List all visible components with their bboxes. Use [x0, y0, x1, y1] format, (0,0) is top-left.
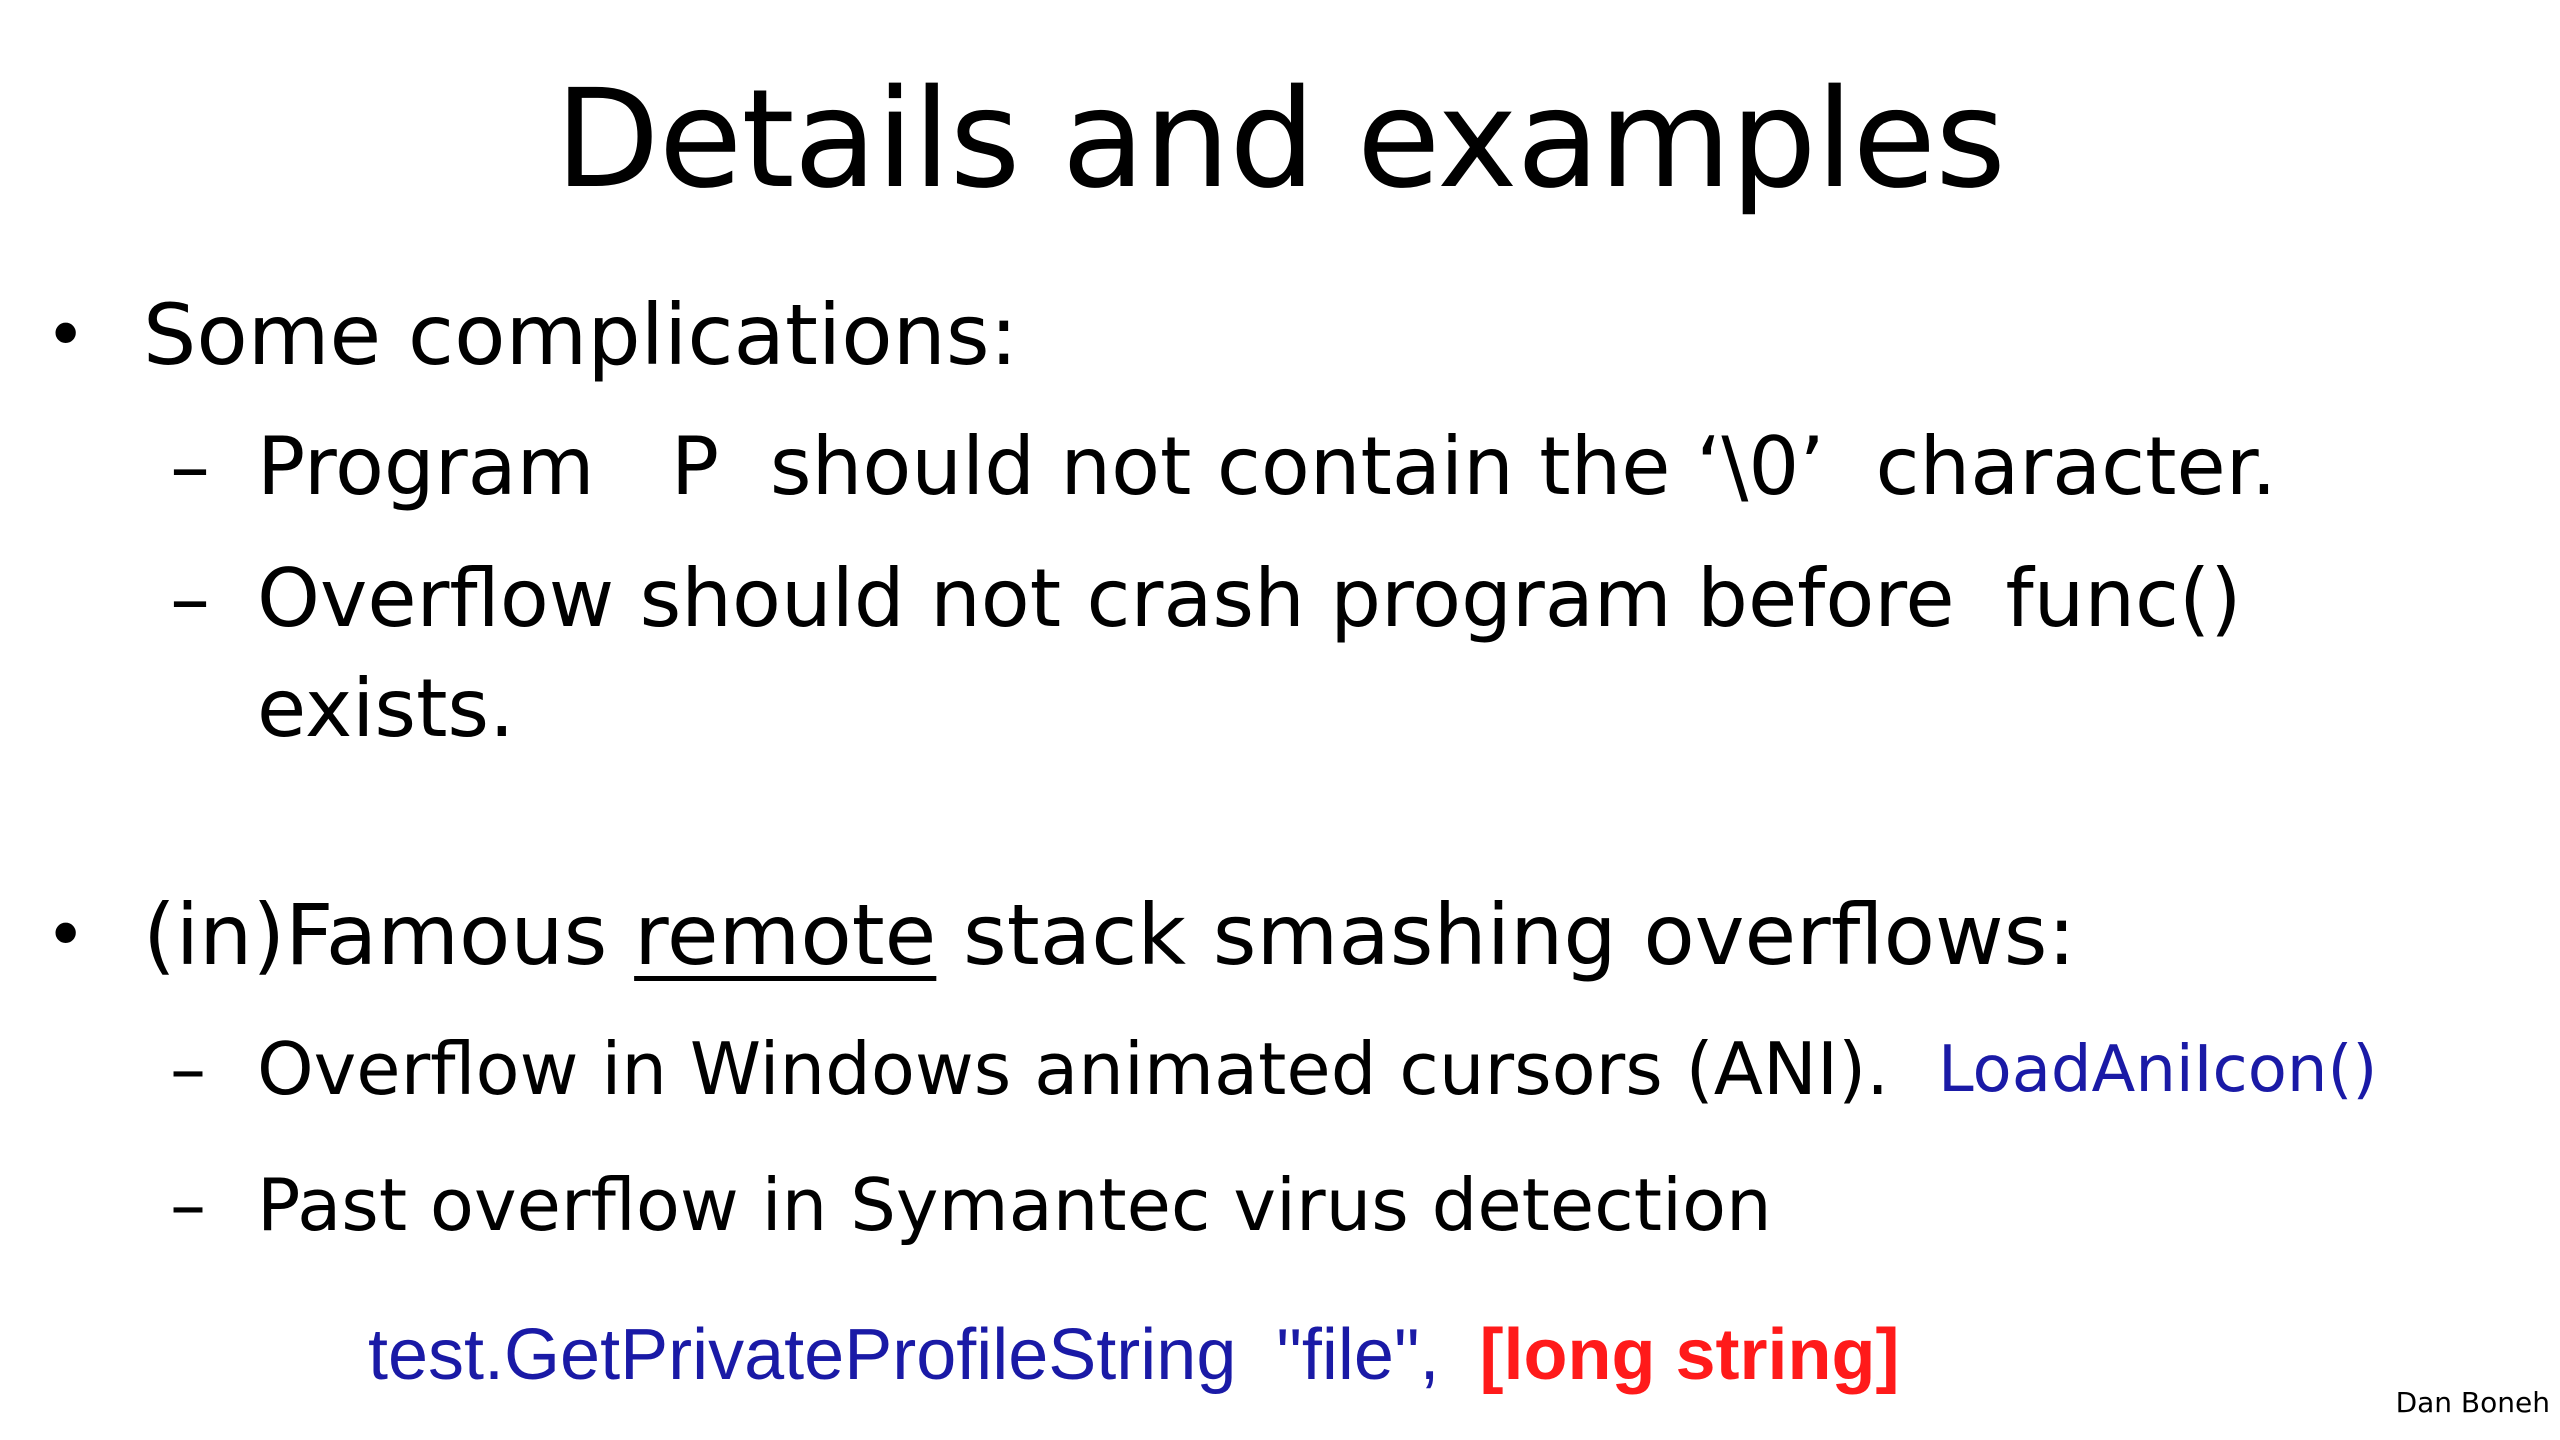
bullet-text: Some complications: — [143, 286, 1018, 384]
bullet-item-famous-overflows — [0, 880, 2560, 990]
subitem-text: Overflow in Windows animated cursors (ANI). — [257, 1027, 1890, 1111]
bullet-marker: • — [45, 894, 87, 976]
subitem-marker: – — [170, 420, 210, 513]
bullet-text-prefix: (in)Famous — [143, 886, 635, 984]
bullet-text-suffix: stack smashing overflows: — [936, 886, 2076, 984]
code-call: test.GetPrivateProfileString "file", — [368, 1315, 1480, 1395]
code-example — [368, 1300, 1899, 1410]
code-long-string: [long string] — [1479, 1315, 1900, 1395]
subitem-text: Past overflow in Symantec virus detection — [257, 1163, 1772, 1247]
bullet-item-complications — [0, 280, 2560, 390]
subitem-marker: – — [170, 1163, 206, 1247]
subitem-marker: – — [170, 552, 210, 645]
slide-title: Details and examples — [554, 61, 2006, 219]
function-annotation: LoadAniIcon() — [1938, 1033, 2378, 1107]
bullet-text-underlined: remote — [634, 886, 937, 984]
subitem-symantec — [0, 1150, 2560, 1260]
subitem-marker: – — [170, 1027, 206, 1111]
subitem-overflow-crash — [0, 544, 2560, 764]
subitem-text: Overflow should not crash program before func() — [257, 552, 2242, 645]
bullet-marker: • — [45, 294, 87, 376]
bullet-text — [143, 880, 2076, 990]
subitem-program-p — [0, 412, 2560, 522]
subitem-text-continued: exists. — [257, 662, 515, 755]
author-credit: Dan Boneh — [2395, 1386, 2550, 1419]
subitem-text: Program P should not contain the ‘\0’ character. — [257, 420, 2277, 513]
